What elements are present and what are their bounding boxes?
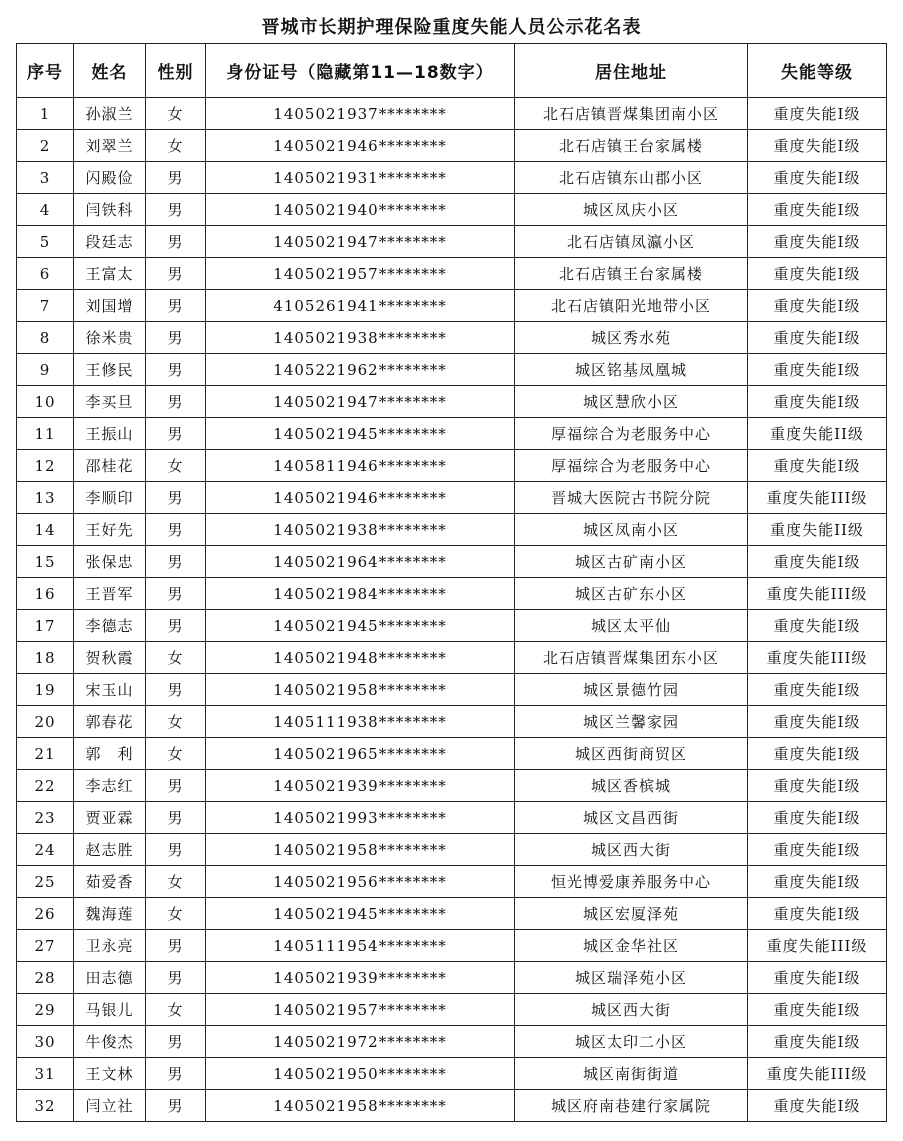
id-number-cell: 1405021950******** [206,1058,515,1090]
address-cell: 城区太平仙 [515,610,748,642]
name-cell: 闪殿俭 [74,162,146,194]
disability-level-cell: 重度失能Ⅰ级 [748,546,887,578]
disability-level-cell: 重度失能III级 [748,578,887,610]
address-cell: 恒光博爱康养服务中心 [515,866,748,898]
name-cell: 郭春花 [74,706,146,738]
name-cell: 王修民 [74,354,146,386]
sex-cell: 男 [146,770,206,802]
sex-cell: 女 [146,994,206,1026]
column-header-sex: 性别 [146,44,206,98]
id-number-cell: 1405021948******** [206,642,515,674]
disability-level-cell: 重度失能Ⅰ级 [748,1026,887,1058]
id-number-cell: 1405021946******** [206,482,515,514]
address-cell: 城区府南巷建行家属院 [515,1090,748,1122]
table-row [17,130,887,162]
disability-level-cell: 重度失能III级 [748,642,887,674]
sex-cell: 男 [146,674,206,706]
disability-level-cell: 重度失能Ⅰ级 [748,610,887,642]
table-row [17,162,887,194]
disability-level-cell: 重度失能Ⅰ级 [748,130,887,162]
disability-level-cell: 重度失能Ⅰ级 [748,1090,887,1122]
disability-level-cell: 重度失能Ⅰ级 [748,194,887,226]
table-row [17,450,887,482]
address-cell: 北石店镇东山郡小区 [515,162,748,194]
disability-level-cell: 重度失能Ⅰ级 [748,322,887,354]
table-row [17,1090,887,1122]
table-row [17,226,887,258]
id-number-cell: 1405021937******** [206,98,515,130]
table-row [17,994,887,1026]
disability-level-cell: 重度失能Ⅰ级 [748,354,887,386]
sex-cell: 男 [146,514,206,546]
id-number-cell: 1405021931******** [206,162,515,194]
table-row [17,98,887,130]
table-row [17,898,887,930]
row-number-cell: 4 [17,194,74,226]
id-number-cell: 1405021945******** [206,418,515,450]
row-number-cell: 12 [17,450,74,482]
name-cell: 王好先 [74,514,146,546]
address-cell: 北石店镇王台家属楼 [515,258,748,290]
address-cell: 城区秀水苑 [515,322,748,354]
address-cell: 北石店镇阳光地带小区 [515,290,748,322]
address-cell: 城区西街商贸区 [515,738,748,770]
id-number-cell: 1405021993******** [206,802,515,834]
table-row [17,322,887,354]
table-row [17,802,887,834]
id-number-cell: 1405021947******** [206,386,515,418]
table-row [17,194,887,226]
disability-level-cell: 重度失能II级 [748,514,887,546]
id-number-cell: 1405021945******** [206,610,515,642]
row-number-cell: 6 [17,258,74,290]
row-number-cell: 17 [17,610,74,642]
address-cell: 城区文昌西街 [515,802,748,834]
disability-level-cell: 重度失能III级 [748,482,887,514]
name-cell: 王振山 [74,418,146,450]
sex-cell: 男 [146,1090,206,1122]
name-cell: 刘翠兰 [74,130,146,162]
sex-cell: 女 [146,98,206,130]
disability-level-cell: 重度失能Ⅰ级 [748,962,887,994]
name-cell: 孙淑兰 [74,98,146,130]
disability-level-cell: 重度失能Ⅰ级 [748,258,887,290]
disability-level-cell: 重度失能Ⅰ级 [748,994,887,1026]
name-cell: 徐米贵 [74,322,146,354]
sex-cell: 男 [146,578,206,610]
sex-cell: 女 [146,642,206,674]
disability-level-cell: 重度失能Ⅰ级 [748,226,887,258]
sex-cell: 男 [146,1026,206,1058]
sex-cell: 女 [146,866,206,898]
table-row [17,770,887,802]
table-row [17,578,887,610]
address-cell: 城区古矿南小区 [515,546,748,578]
table-row [17,386,887,418]
id-number-cell: 1405021956******** [206,866,515,898]
disability-level-cell: 重度失能Ⅰ级 [748,834,887,866]
sex-cell: 女 [146,706,206,738]
row-number-cell: 21 [17,738,74,770]
name-cell: 闫铁科 [74,194,146,226]
sex-cell: 男 [146,354,206,386]
disability-level-cell: 重度失能Ⅰ级 [748,450,887,482]
sex-cell: 女 [146,898,206,930]
id-number-cell: 1405021947******** [206,226,515,258]
table-row [17,866,887,898]
column-header-id: 身份证号（隐藏第11—18数字） [206,44,515,98]
id-number-cell: 1405021946******** [206,130,515,162]
row-number-cell: 30 [17,1026,74,1058]
disability-level-cell: 重度失能III级 [748,1058,887,1090]
address-cell: 城区西大街 [515,834,748,866]
sex-cell: 男 [146,226,206,258]
address-cell: 厚福综合为老服务中心 [515,450,748,482]
name-cell: 李志红 [74,770,146,802]
address-cell: 城区香槟城 [515,770,748,802]
id-number-cell: 1405021958******** [206,674,515,706]
table-row [17,674,887,706]
table-row [17,354,887,386]
sex-cell: 男 [146,162,206,194]
address-cell: 城区铭基凤凰城 [515,354,748,386]
sex-cell: 女 [146,738,206,770]
sex-cell: 男 [146,930,206,962]
id-number-cell: 1405021964******** [206,546,515,578]
id-number-cell: 1405221962******** [206,354,515,386]
name-cell: 刘国增 [74,290,146,322]
address-cell: 北石店镇晋煤集团东小区 [515,642,748,674]
name-cell: 李德志 [74,610,146,642]
address-cell: 城区慧欣小区 [515,386,748,418]
row-number-cell: 18 [17,642,74,674]
id-number-cell: 1405021958******** [206,1090,515,1122]
sex-cell: 女 [146,450,206,482]
row-number-cell: 23 [17,802,74,834]
disability-level-cell: 重度失能Ⅰ级 [748,898,887,930]
sex-cell: 男 [146,546,206,578]
disability-level-cell: 重度失能Ⅰ级 [748,770,887,802]
row-number-cell: 14 [17,514,74,546]
disability-level-cell: 重度失能Ⅰ级 [748,98,887,130]
name-cell: 马银儿 [74,994,146,1026]
row-number-cell: 9 [17,354,74,386]
sex-cell: 男 [146,386,206,418]
name-cell: 张保忠 [74,546,146,578]
name-cell: 牛俊杰 [74,1026,146,1058]
row-number-cell: 25 [17,866,74,898]
id-number-cell: 1405111954******** [206,930,515,962]
address-cell: 城区宏厦泽苑 [515,898,748,930]
sex-cell: 男 [146,418,206,450]
table-row [17,706,887,738]
id-number-cell: 1405021972******** [206,1026,515,1058]
sex-cell: 男 [146,258,206,290]
column-header-address: 居住地址 [515,44,748,98]
name-cell: 闫立社 [74,1090,146,1122]
name-cell: 郭 利 [74,738,146,770]
column-header-no: 序号 [17,44,74,98]
address-cell: 城区古矿东小区 [515,578,748,610]
disability-level-cell: 重度失能Ⅰ级 [748,802,887,834]
address-cell: 晋城大医院古书院分院 [515,482,748,514]
name-cell: 邵桂花 [74,450,146,482]
disability-level-cell: 重度失能Ⅰ级 [748,706,887,738]
row-number-cell: 13 [17,482,74,514]
row-number-cell: 22 [17,770,74,802]
address-cell: 厚福综合为老服务中心 [515,418,748,450]
id-number-cell: 1405021965******** [206,738,515,770]
row-number-cell: 20 [17,706,74,738]
row-number-cell: 32 [17,1090,74,1122]
table-row [17,546,887,578]
sex-cell: 男 [146,802,206,834]
address-cell: 城区南街街道 [515,1058,748,1090]
address-cell: 北石店镇凤瀛小区 [515,226,748,258]
row-number-cell: 16 [17,578,74,610]
row-number-cell: 19 [17,674,74,706]
id-number-cell: 1405021940******** [206,194,515,226]
name-cell: 卫永亮 [74,930,146,962]
id-number-cell: 1405111938******** [206,706,515,738]
table-row [17,610,887,642]
name-cell: 王富太 [74,258,146,290]
row-number-cell: 29 [17,994,74,1026]
id-number-cell: 1405021938******** [206,322,515,354]
row-number-cell: 3 [17,162,74,194]
disability-level-cell: 重度失能Ⅰ级 [748,162,887,194]
id-number-cell: 4105261941******** [206,290,515,322]
address-cell: 城区金华社区 [515,930,748,962]
table-row [17,482,887,514]
sex-cell: 男 [146,290,206,322]
disability-level-cell: 重度失能II级 [748,418,887,450]
id-number-cell: 1405021957******** [206,994,515,1026]
address-cell: 北石店镇王台家属楼 [515,130,748,162]
row-number-cell: 8 [17,322,74,354]
table-row [17,290,887,322]
name-cell: 李买旦 [74,386,146,418]
sex-cell: 男 [146,1058,206,1090]
sex-cell: 男 [146,322,206,354]
name-cell: 茹爱香 [74,866,146,898]
disability-level-cell: 重度失能Ⅰ级 [748,290,887,322]
name-cell: 赵志胜 [74,834,146,866]
id-number-cell: 1405021938******** [206,514,515,546]
page-title: 晋城市长期护理保险重度失能人员公示花名表 [261,17,642,38]
table-row [17,1058,887,1090]
table-row [17,738,887,770]
table-header [17,44,887,98]
address-cell: 城区凤庆小区 [515,194,748,226]
sex-cell: 男 [146,962,206,994]
name-cell: 段廷志 [74,226,146,258]
address-cell: 城区太印二小区 [515,1026,748,1058]
address-cell: 北石店镇晋煤集团南小区 [515,98,748,130]
row-number-cell: 27 [17,930,74,962]
row-number-cell: 7 [17,290,74,322]
roster-table [16,43,887,1122]
table-row [17,930,887,962]
table-row [17,514,887,546]
row-number-cell: 11 [17,418,74,450]
address-cell: 城区西大街 [515,994,748,1026]
disability-level-cell: 重度失能Ⅰ级 [748,386,887,418]
sex-cell: 男 [146,834,206,866]
disability-level-cell: 重度失能III级 [748,930,887,962]
id-number-cell: 1405021939******** [206,770,515,802]
row-number-cell: 1 [17,98,74,130]
row-number-cell: 31 [17,1058,74,1090]
sex-cell: 女 [146,130,206,162]
sex-cell: 男 [146,610,206,642]
id-number-cell: 1405021984******** [206,578,515,610]
name-cell: 王晋军 [74,578,146,610]
table-row [17,258,887,290]
id-number-cell: 1405021945******** [206,898,515,930]
row-number-cell: 2 [17,130,74,162]
table-body [17,98,887,1122]
address-cell: 城区凤南小区 [515,514,748,546]
header-row [17,44,887,98]
row-number-cell: 24 [17,834,74,866]
table-row [17,962,887,994]
row-number-cell: 26 [17,898,74,930]
row-number-cell: 15 [17,546,74,578]
name-cell: 魏海莲 [74,898,146,930]
table-row [17,1026,887,1058]
row-number-cell: 10 [17,386,74,418]
sex-cell: 男 [146,482,206,514]
column-header-name: 姓名 [74,44,146,98]
row-number-cell: 5 [17,226,74,258]
row-number-cell: 28 [17,962,74,994]
sex-cell: 男 [146,194,206,226]
disability-level-cell: 重度失能Ⅰ级 [748,674,887,706]
id-number-cell: 1405021958******** [206,834,515,866]
address-cell: 城区瑞泽苑小区 [515,962,748,994]
name-cell: 贺秋霞 [74,642,146,674]
id-number-cell: 1405021939******** [206,962,515,994]
disability-level-cell: 重度失能Ⅰ级 [748,866,887,898]
column-header-level: 失能等级 [748,44,887,98]
name-cell: 田志德 [74,962,146,994]
name-cell: 李顺印 [74,482,146,514]
id-number-cell: 1405021957******** [206,258,515,290]
name-cell: 宋玉山 [74,674,146,706]
disability-level-cell: 重度失能Ⅰ级 [748,738,887,770]
address-cell: 城区景德竹园 [515,674,748,706]
table-row [17,834,887,866]
id-number-cell: 1405811946******** [206,450,515,482]
table-row [17,418,887,450]
name-cell: 王文林 [74,1058,146,1090]
name-cell: 贾亚霖 [74,802,146,834]
address-cell: 城区兰馨家园 [515,706,748,738]
table-row [17,642,887,674]
